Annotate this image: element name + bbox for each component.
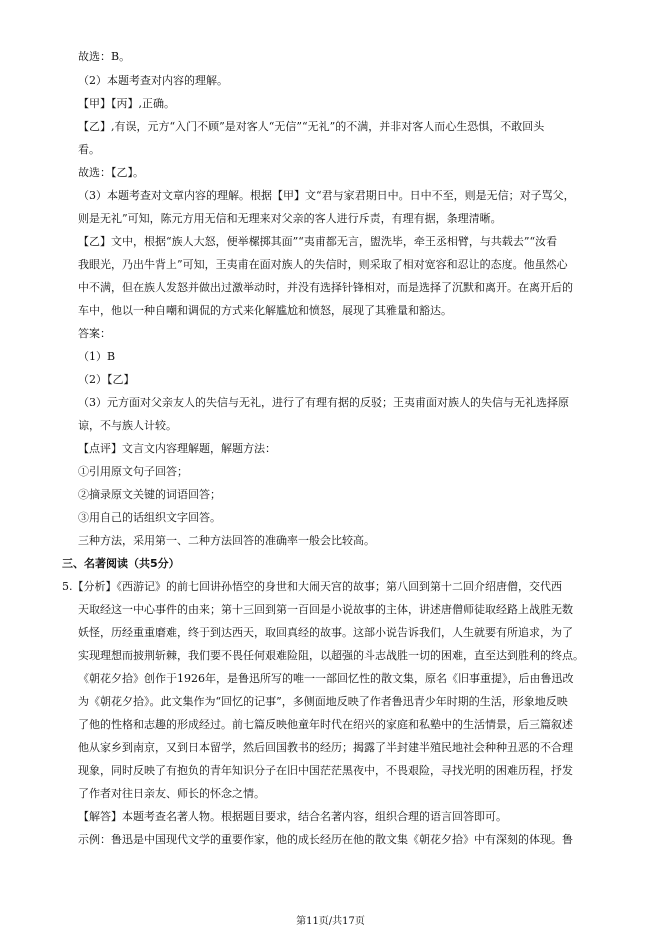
text-line: 谅，不与族人计较。 [78, 419, 177, 432]
text-line: 看。 [78, 143, 100, 156]
text-line: 【甲】【丙】,正确。 [78, 97, 175, 110]
text-line: 【乙】,有误，元方“入门不顾”是对客人“无信”“无礼”的不满，并非对客人而心生恐惧，不敢回头 [78, 120, 545, 133]
text-line: （1）B [78, 350, 116, 363]
text-line: 我眼光，乃出牛背上”可知，王夷甫在面对族人的失信时，则采取了相对宽容和忍让的态度。他虽然心 [78, 258, 568, 271]
text-line: 【乙】文中，根据“族人大怒，便举樏掷其面”“夷甫都无言，盥洗毕，牵王丞相臂，与共载去”“汝看 [78, 235, 558, 248]
text-line: 实现理想而披荆斩棘，我们要不畏任何艰难险阻，以超强的斗志战胜一切的困难，直至达到胜利的终点。 [78, 649, 584, 662]
text-line: 现象，同时反映了有抱负的青年知识分子在旧中国茫茫黑夜中，不畏艰险，寻找光明的困难历程，抒发 [78, 764, 573, 777]
text-line: 中不满，但在族人发怒并做出过激举动时，并没有选择针锋相对，而是选择了沉默和离开。在离开后的 [78, 281, 573, 294]
text-line: 为《朝花夕拾》。此文集作为“回忆的记事”，多侧面地反映了作者鲁迅青少年时期的生活，形象地反映 [78, 695, 568, 708]
text-line: ③用自己的话组织文字回答。 [78, 511, 221, 524]
text-line: ②摘录原文关键的词语回答； [78, 488, 221, 501]
text-line: 【点评】文言文内容理解题，解题方法： [78, 442, 276, 455]
text-line: 车中，他以一种自嘲和调侃的方式来化解尴尬和愤怒，展现了其雅量和豁达。 [78, 304, 452, 317]
section-heading: 三、名著阅读（共5分） [62, 557, 180, 570]
text-line: 三种方法，采用第一、二种方法回答的准确率一般会比较高。 [78, 534, 375, 547]
text-line: 了他的性格和志趣的形成经过。前七篇反映他童年时代在绍兴的家庭和私塾中的生活情景，后三篇叙述 [78, 718, 573, 731]
text-line: （2）【乙】 [78, 373, 135, 386]
text-line: 示例：鲁迅是中国现代文学的重要作家，他的成长经历在他的散文集《朝花夕拾》中有深刻的体现。鲁 [78, 833, 573, 846]
text-line: 则是无礼”可知，陈元方用无信和无理来对父亲的客人进行斥责，有理有据，条理清晰。 [78, 212, 502, 225]
text-line: 故选：【乙】。 [78, 166, 144, 179]
text-line: （3）本题考查对文章内容的理解。根据【甲】文“君与家君期日中。日中不至，则是无信；对子骂父， [78, 189, 575, 202]
text-line: 妖怪，历经重重磨难，终于到达西天，取回真经的故事。这部小说告诉我们，人生就要有所追求，为了 [78, 626, 573, 639]
text-line: 故选：B。 [78, 50, 131, 63]
text-line: 天取经这一中心事件的由来；第十三回到第一百回是小说故事的主体，讲述唐僧师徒取经路上战胜无数 [78, 603, 573, 616]
text-line: 【解答】本题考查名著人物。根据题目要求，结合名著内容，组织合理的语言回答即可。 [78, 810, 507, 823]
text-line: 了作者对往日亲友、师长的怀念之情。 [78, 787, 265, 800]
text-line: 他从家乡到南京，又到日本留学，然后回国教书的经历；揭露了半封建半殖民地社会种种丑恶的不合理 [78, 741, 573, 754]
text-line: 答案： [78, 327, 111, 340]
text-line: （2）本题考查对内容的理解。 [78, 74, 228, 87]
text-line: （3）元方面对父亲友人的失信与无礼，进行了有理有据的反驳；王夷甫面对族人的失信与无礼选择原 [78, 396, 569, 409]
text-line: 5.【分析】《西游记》的前七回讲孙悟空的身世和大闹天宫的故事；第八回到第十二回介绍唐僧，交代西 [62, 580, 562, 593]
page-number: 第11页/共17页 [296, 916, 365, 927]
text-line: 《朝花夕拾》创作于1926年，是鲁迅所写的唯一一部回忆性的散文集，原名《旧事重提》，后由鲁迅改 [78, 672, 574, 685]
text-line: ①引用原文句子回答； [78, 465, 188, 478]
